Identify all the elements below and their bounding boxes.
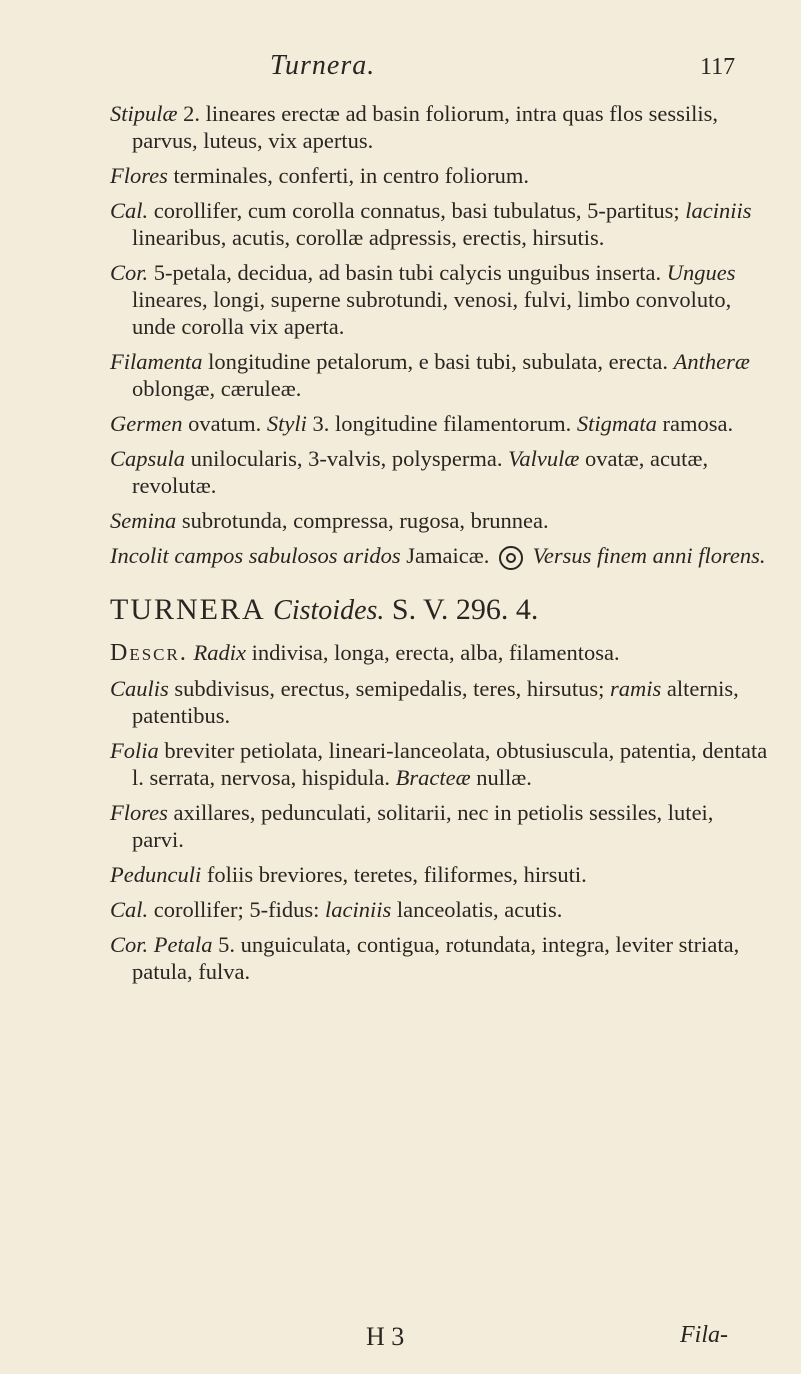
description: ovatæ, acutæ, revolutæ. — [132, 446, 709, 498]
term: Semina — [110, 508, 177, 533]
signature-mark: H 3 — [366, 1322, 405, 1351]
term: Cor. — [110, 260, 149, 285]
term: Cal. — [110, 198, 149, 223]
description: corollifer; 5-fidus: — [148, 896, 325, 922]
paragraph-corolla — [110, 259, 770, 340]
page-number: 117 — [700, 54, 736, 80]
subterm: Ungues — [666, 260, 736, 285]
term: Cal. — [110, 896, 149, 922]
paragraph-flores-2 — [110, 799, 770, 853]
term: Filamenta — [110, 349, 203, 374]
subterm: laciniis — [685, 198, 752, 223]
paragraph-corolla-2 — [110, 931, 770, 985]
paragraph-flores — [110, 162, 770, 189]
paragraph-stipulae — [110, 100, 770, 154]
subterm: Bracteæ — [395, 764, 471, 790]
description: indivisa, longa, erecta, alba, filamentosa. — [245, 639, 620, 665]
subterm: Styli — [266, 411, 307, 436]
subterm: laciniis — [324, 896, 392, 922]
term: Radix — [193, 639, 246, 665]
paragraph-pedunculi — [110, 861, 770, 888]
term: Germen — [110, 411, 183, 436]
page-header — [0, 50, 801, 90]
term: Caulis — [110, 675, 169, 701]
habitat-location: Jamaicæ. — [400, 543, 490, 568]
description: foliis breviores, teretes, filiformes, hirsuti. — [201, 861, 587, 887]
subterm: Stigmata — [576, 411, 657, 436]
paragraph-folia — [110, 737, 770, 791]
subterm: Antheræ — [673, 349, 750, 374]
description: 5. unguiculata, contigua, rotundata, integra, leviter striata, patula, fulva. — [132, 931, 740, 984]
paragraph-filamenta — [110, 348, 770, 402]
flowering-time: Versus finem anni florens. — [532, 543, 766, 568]
species-epithet: Cistoides. — [273, 594, 385, 626]
description: ovatum. — [182, 411, 267, 436]
description: nullæ. — [470, 764, 532, 790]
reference: S. V. 296. 4. — [391, 592, 539, 626]
description: 5-petala, decidua, ad basin tubi calycis unguibus inserta. — [148, 260, 667, 285]
description: alternis, patentibus. — [132, 675, 739, 728]
term: Pedunculi — [110, 861, 202, 887]
page-footer — [0, 1322, 801, 1362]
description: linearibus, acutis, corollæ adpressis, erectis, hirsutis. — [132, 225, 605, 250]
term: Folia — [110, 737, 159, 763]
description: unilocularis, 3-valvis, polysperma. — [185, 446, 509, 471]
paragraph-capsula — [110, 445, 770, 499]
subterm: Valvulæ — [508, 446, 580, 471]
description: ramosa. — [656, 411, 734, 436]
term: Stipulæ — [110, 101, 178, 126]
paragraph-calyx-2 — [110, 896, 770, 923]
perennial-symbol-icon — [499, 546, 523, 570]
description: 3. longitudine filamentorum. — [306, 411, 577, 436]
paragraph-germen — [110, 410, 770, 437]
habitat-text: Incolit campos sabulosos aridos — [110, 543, 401, 568]
description: oblongæ, cæruleæ. — [132, 376, 302, 401]
description: terminales, conferti, in centro foliorum. — [167, 163, 530, 188]
subterm: ramis — [609, 675, 662, 701]
term: Cor. Petala — [110, 931, 213, 957]
description: lineares, longi, superne subrotundi, venosi, fulvi, limbo convoluto, unde corolla vix aperta. — [132, 287, 732, 339]
species-heading — [110, 592, 770, 629]
description: 2. lineares erectæ ad basin foliorum, intra quas flos sessilis, parvus, luteus, vix apertus. — [132, 101, 719, 153]
descr-label: Descr. — [110, 639, 188, 666]
running-title: Turnera. — [270, 50, 376, 81]
page-body — [110, 100, 770, 993]
term: Flores — [110, 163, 168, 188]
paragraph-caulis — [110, 675, 770, 729]
paragraph-habitat — [110, 542, 770, 570]
term: Flores — [110, 799, 168, 825]
description: subrotunda, compressa, rugosa, brunnea. — [176, 508, 549, 533]
paragraph-radix — [110, 639, 770, 667]
description: longitudine petalorum, e basi tubi, subulata, erecta. — [202, 349, 674, 374]
catchword: Fila- — [680, 1322, 728, 1348]
description: lanceolatis, acutis. — [391, 896, 563, 922]
description: axillares, pedunculati, solitarii, nec in petiolis sessiles, lutei, parvi. — [132, 799, 714, 852]
paragraph-calyx — [110, 197, 770, 251]
description: breviter petiolata, lineari-lanceolata, obtusiuscula, patentia, dentata l. serrata, nervosa, hispidula. — [132, 737, 768, 790]
description: corollifer, cum corolla connatus, basi tubulatus, 5-partitus; — [148, 198, 686, 223]
term: Capsula — [110, 446, 186, 471]
paragraph-semina — [110, 507, 770, 534]
genus-name: TURNERA — [110, 592, 266, 626]
description: subdivisus, erectus, semipedalis, teres, hirsutus; — [168, 675, 610, 701]
